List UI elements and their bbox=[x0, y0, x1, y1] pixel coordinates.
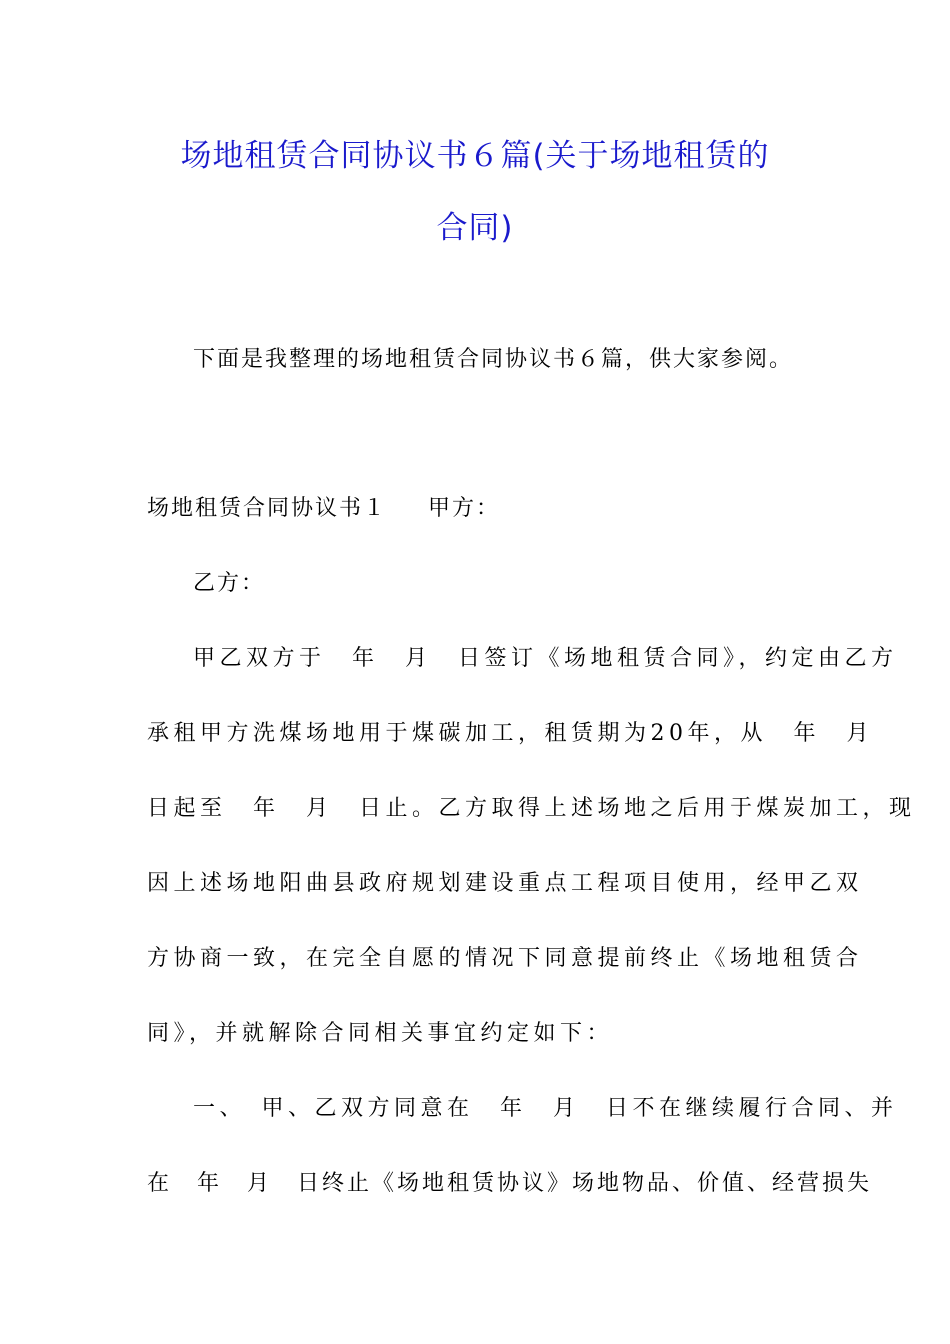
paragraph-line: 在 年 月 日终止《场地租赁协议》场地物品、价值、经营损失 bbox=[147, 1171, 873, 1196]
paragraph-line: 方协商一致，在完全自愿的情况下同意提前终止《场地租赁合 bbox=[147, 946, 863, 971]
paragraph-line: 因上述场地阳曲县政府规划建设重点工程项目使用，经甲乙双 bbox=[147, 871, 863, 896]
section-heading: 场地租赁合同协议书１ bbox=[147, 496, 388, 521]
intro-paragraph: 下面是我整理的场地租赁合同协议书６篇，供大家参阅。 bbox=[193, 347, 794, 372]
paragraph-line: 甲乙双方于 年 月 日签订《场地租赁合同》，约定由乙方 bbox=[193, 646, 898, 671]
party-a-label: 甲方： bbox=[428, 496, 501, 521]
paragraph-line: 一、 甲、乙双方同意在 年 月 日不在继续履行合同、并 bbox=[193, 1096, 898, 1121]
party-b-label: 乙方： bbox=[193, 571, 266, 596]
document-title-line-1: 场地租赁合同协议书６篇(关于场地租赁的 bbox=[180, 138, 770, 174]
document-title-line-2: 合同) bbox=[436, 210, 514, 246]
paragraph-line: 同》，并就解除合同相关事宜约定如下： bbox=[147, 1021, 614, 1046]
paragraph-line: 日起至 年 月 日止。乙方取得上述场地之后用于煤炭加工，现 bbox=[147, 796, 916, 821]
paragraph-line: 承租甲方洗煤场地用于煤碳加工，租赁期为20年，从 年 月 bbox=[147, 721, 873, 746]
